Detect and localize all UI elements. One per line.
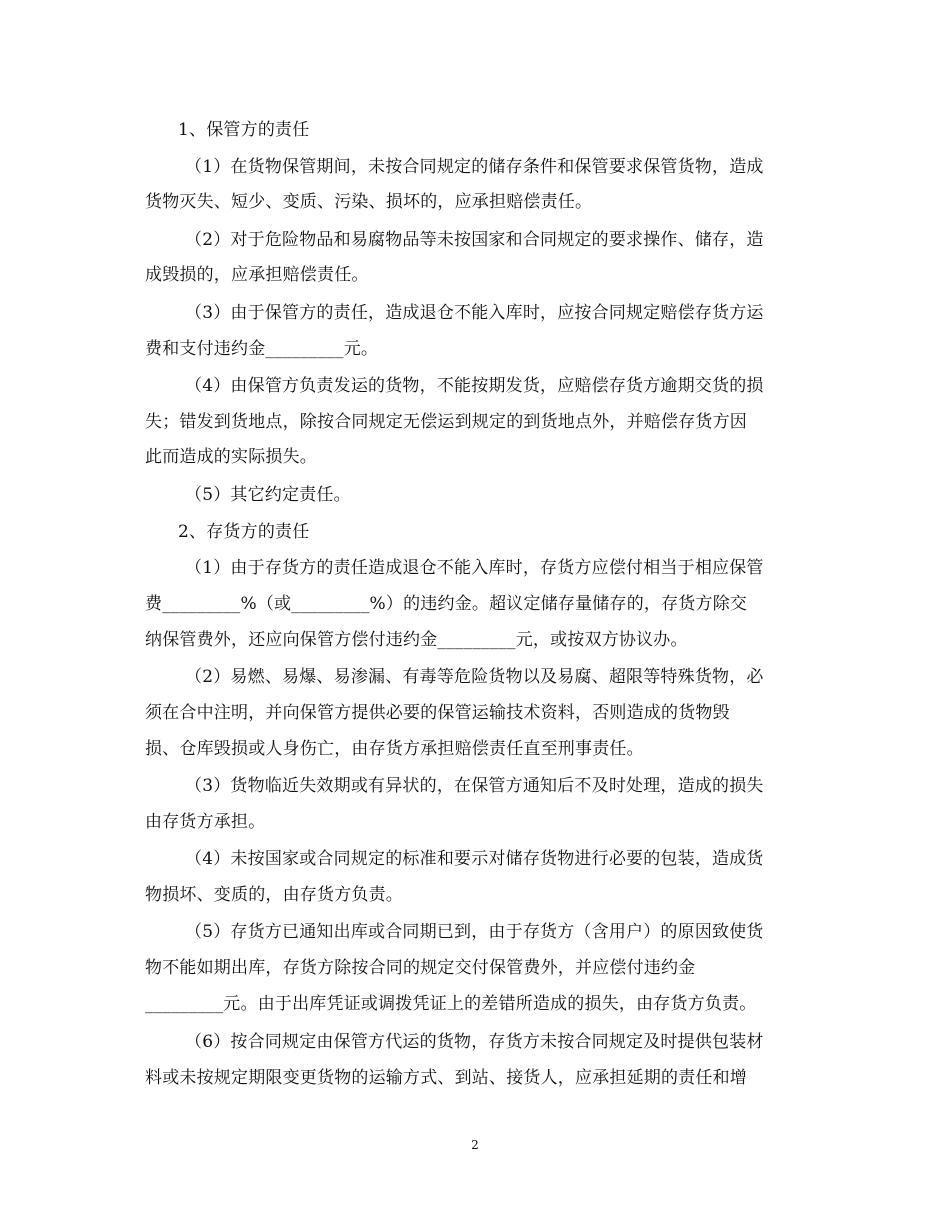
paragraph-line: （1）在货物保管期间，未按合同规定的储存条件和保管要求保管货物，造成 (185, 157, 764, 177)
section-heading-custodian-liability: 1、保管方的责任 (178, 120, 310, 140)
paragraph-line: 此而造成的实际损失。 (145, 447, 317, 467)
paragraph-line: 料或未按规定期限变更货物的运输方式、到站、接货人，应承担延期的责任和增 (145, 1068, 747, 1088)
page-number: 2 (471, 1138, 479, 1152)
paragraph-line: 纳保管费外，还应向保管方偿付违约金_________元，或按双方协议办。 (145, 630, 688, 650)
paragraph-line: 损、仓库毁损或人身伤亡，由存货方承担赔偿责任直至刑事责任。 (145, 739, 644, 759)
paragraph-line: （2）对于危险物品和易腐物品等未按国家和合同规定的要求操作、储存，造 (185, 230, 764, 250)
paragraph-line: 须在合中注明，并向保管方提供必要的保管运输技术资料，否则造成的货物毁 (145, 703, 730, 723)
paragraph-line: _________元。由于出库凭证或调拨凭证上的差错所造成的损失，由存货方负责。 (145, 994, 757, 1014)
paragraph-line: 物不能如期出库，存货方除按合同的规定交付保管费外，并应偿付违约金 (145, 958, 696, 978)
paragraph-line: 物损坏、变质的，由存货方负责。 (145, 885, 403, 905)
section-heading-depositor-liability: 2、存货方的责任 (178, 522, 310, 542)
paragraph-line: 费_________%（或_________%）的违约金。超议定储存量储存的，存货方除交 (145, 594, 748, 614)
paragraph-line: 由存货方承担。 (145, 812, 266, 832)
paragraph-line: （5）其它约定责任。 (185, 485, 351, 505)
paragraph-line: （4）未按国家或合同规定的标准和要示对储存货物进行必要的包装，造成货 (185, 849, 764, 869)
paragraph-line: （1）由于存货方的责任造成退仓不能入库时，存货方应偿付相当于相应保管 (185, 558, 764, 578)
paragraph-line: 成毁损的，应承担赔偿责任。 (145, 265, 369, 285)
paragraph-line: 货物灭失、短少、变质、污染、损坏的，应承担赔偿责任。 (145, 192, 593, 212)
paragraph-line: （3）货物临近失效期或有异状的，在保管方通知后不及时处理，造成的损失 (185, 776, 764, 796)
paragraph-line: 失；错发到货地点，除按合同规定无偿运到规定的到货地点外，并赔偿存货方因 (145, 412, 747, 432)
paragraph-line: （3）由于保管方的责任，造成退仓不能入库时，应按合同规定赔偿存货方运 (185, 303, 764, 323)
paragraph-line: （6）按合同规定由保管方代运的货物，存货方未按合同规定及时提供包装材 (185, 1032, 764, 1052)
paragraph-line: （2）易燃、易爆、易渗漏、有毒等危险货物以及易腐、超限等特殊货物，必 (185, 667, 764, 687)
paragraph-line: （4）由保管方负责发运的货物，不能按期发货，应赔偿存货方逾期交货的损 (185, 376, 764, 396)
paragraph-line: 费和支付违约金_________元。 (145, 339, 379, 359)
paragraph-line: （5）存货方已通知出库或合同期已到，由于存货方（含用户）的原因致使货 (185, 922, 764, 942)
